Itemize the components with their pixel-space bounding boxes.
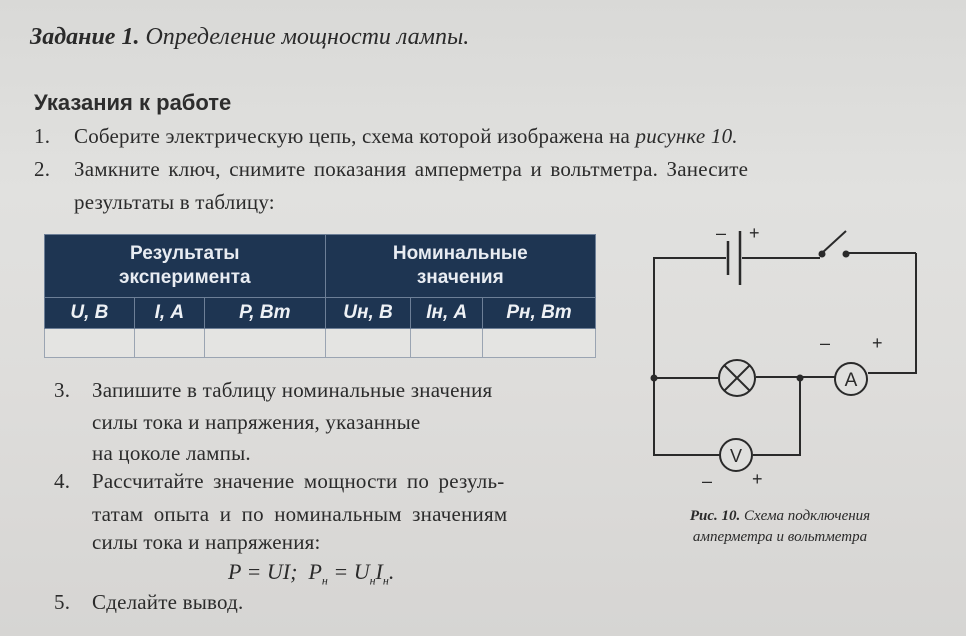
instructions-heading: Указания к работе bbox=[34, 90, 232, 115]
step-text: Замкните ключ, снимите показания амперметра и вольтметра. Занесите bbox=[74, 157, 749, 181]
caption-label: Рис. 10. bbox=[689, 508, 741, 524]
step-number: 2. bbox=[34, 157, 51, 181]
step-4-cont: татам опыта и по номинальным значениям bbox=[92, 502, 508, 526]
table-header-cell: U, В bbox=[45, 298, 135, 329]
results-table bbox=[44, 234, 596, 358]
circuit-diagram bbox=[640, 215, 930, 500]
table-row bbox=[45, 329, 596, 358]
step-number: 4. bbox=[54, 469, 71, 493]
step-text: Сделайте вывод. bbox=[92, 590, 244, 614]
table-cell bbox=[325, 329, 411, 358]
step-2 bbox=[34, 157, 748, 182]
step-number: 1. bbox=[34, 124, 51, 148]
task-title bbox=[30, 24, 469, 51]
caption-line2: амперметра и вольтметра bbox=[692, 529, 868, 545]
step-5 bbox=[54, 590, 243, 615]
battery-plus-sign: + bbox=[749, 223, 760, 243]
table-cell bbox=[45, 329, 135, 358]
table-header-cell: I, А bbox=[134, 298, 204, 329]
ammeter-icon bbox=[835, 363, 867, 395]
table-cell bbox=[134, 329, 204, 358]
step-number: 5. bbox=[54, 590, 71, 614]
step-text: Соберите электрическую цепь, схема которой изображена на bbox=[74, 124, 636, 148]
step-3 bbox=[54, 378, 492, 403]
step-2-cont: результаты в таблицу: bbox=[74, 190, 275, 214]
step-3-cont: силы тока и напряжения, указанные bbox=[92, 410, 421, 434]
formula-part: = U bbox=[327, 559, 370, 584]
table-header-cell: P, Вт bbox=[205, 298, 326, 329]
step-4 bbox=[54, 469, 504, 494]
formula-part: . bbox=[388, 559, 395, 584]
formula-part: P bbox=[308, 559, 322, 584]
battery-minus-sign: – bbox=[716, 223, 727, 243]
formula-part: P = UI; bbox=[228, 559, 298, 584]
step-text: Рассчитайте значение мощности по резуль- bbox=[92, 469, 505, 493]
ammeter-minus-sign: – bbox=[820, 333, 831, 353]
formula-sub: н bbox=[321, 573, 328, 588]
formula-part: I bbox=[375, 559, 383, 584]
step-number: 3. bbox=[54, 378, 71, 402]
caption-line1: Схема подключения bbox=[744, 508, 871, 524]
wire bbox=[654, 258, 726, 380]
voltmeter-icon bbox=[720, 439, 752, 471]
table-cell bbox=[483, 329, 596, 358]
wire bbox=[868, 253, 916, 373]
figure-caption bbox=[650, 506, 910, 548]
task-text: Определение мощности лампы. bbox=[145, 24, 470, 50]
ammeter-plus-sign: + bbox=[872, 333, 883, 353]
table-cell bbox=[411, 329, 483, 358]
formula-sub: н bbox=[369, 573, 376, 588]
table-header-cell: Uн, В bbox=[325, 298, 411, 329]
power-formula bbox=[228, 559, 394, 588]
wire bbox=[753, 379, 800, 455]
lamp-icon bbox=[719, 360, 755, 396]
figure-reference: рисунке 10. bbox=[635, 124, 738, 148]
voltmeter-letter: V bbox=[729, 446, 743, 466]
wire bbox=[654, 378, 720, 455]
task-label: Задание 1. bbox=[30, 24, 140, 50]
voltmeter-minus-sign: – bbox=[702, 471, 713, 491]
table-group-nominal: Номинальные значения bbox=[325, 235, 595, 298]
junction-dot bbox=[797, 375, 804, 382]
ammeter-letter: A bbox=[844, 370, 858, 391]
step-1 bbox=[34, 124, 738, 149]
step-4-cont: силы тока и напряжения: bbox=[92, 530, 321, 554]
switch-contact bbox=[843, 251, 850, 258]
switch-lever bbox=[822, 231, 846, 253]
table-header-cell: Iн, А bbox=[411, 298, 483, 329]
table-group-experiment: Результаты эксперимента bbox=[45, 235, 326, 298]
table-header-cell: Pн, Вт bbox=[483, 298, 596, 329]
voltmeter-plus-sign: + bbox=[752, 469, 763, 489]
formula-sub: н bbox=[382, 573, 389, 588]
step-text: Запишите в таблицу номинальные значения bbox=[92, 378, 493, 402]
junction-dot bbox=[651, 375, 658, 382]
step-3-cont: на цоколе лампы. bbox=[92, 441, 251, 465]
switch-contact bbox=[819, 251, 826, 258]
table-cell bbox=[205, 329, 326, 358]
